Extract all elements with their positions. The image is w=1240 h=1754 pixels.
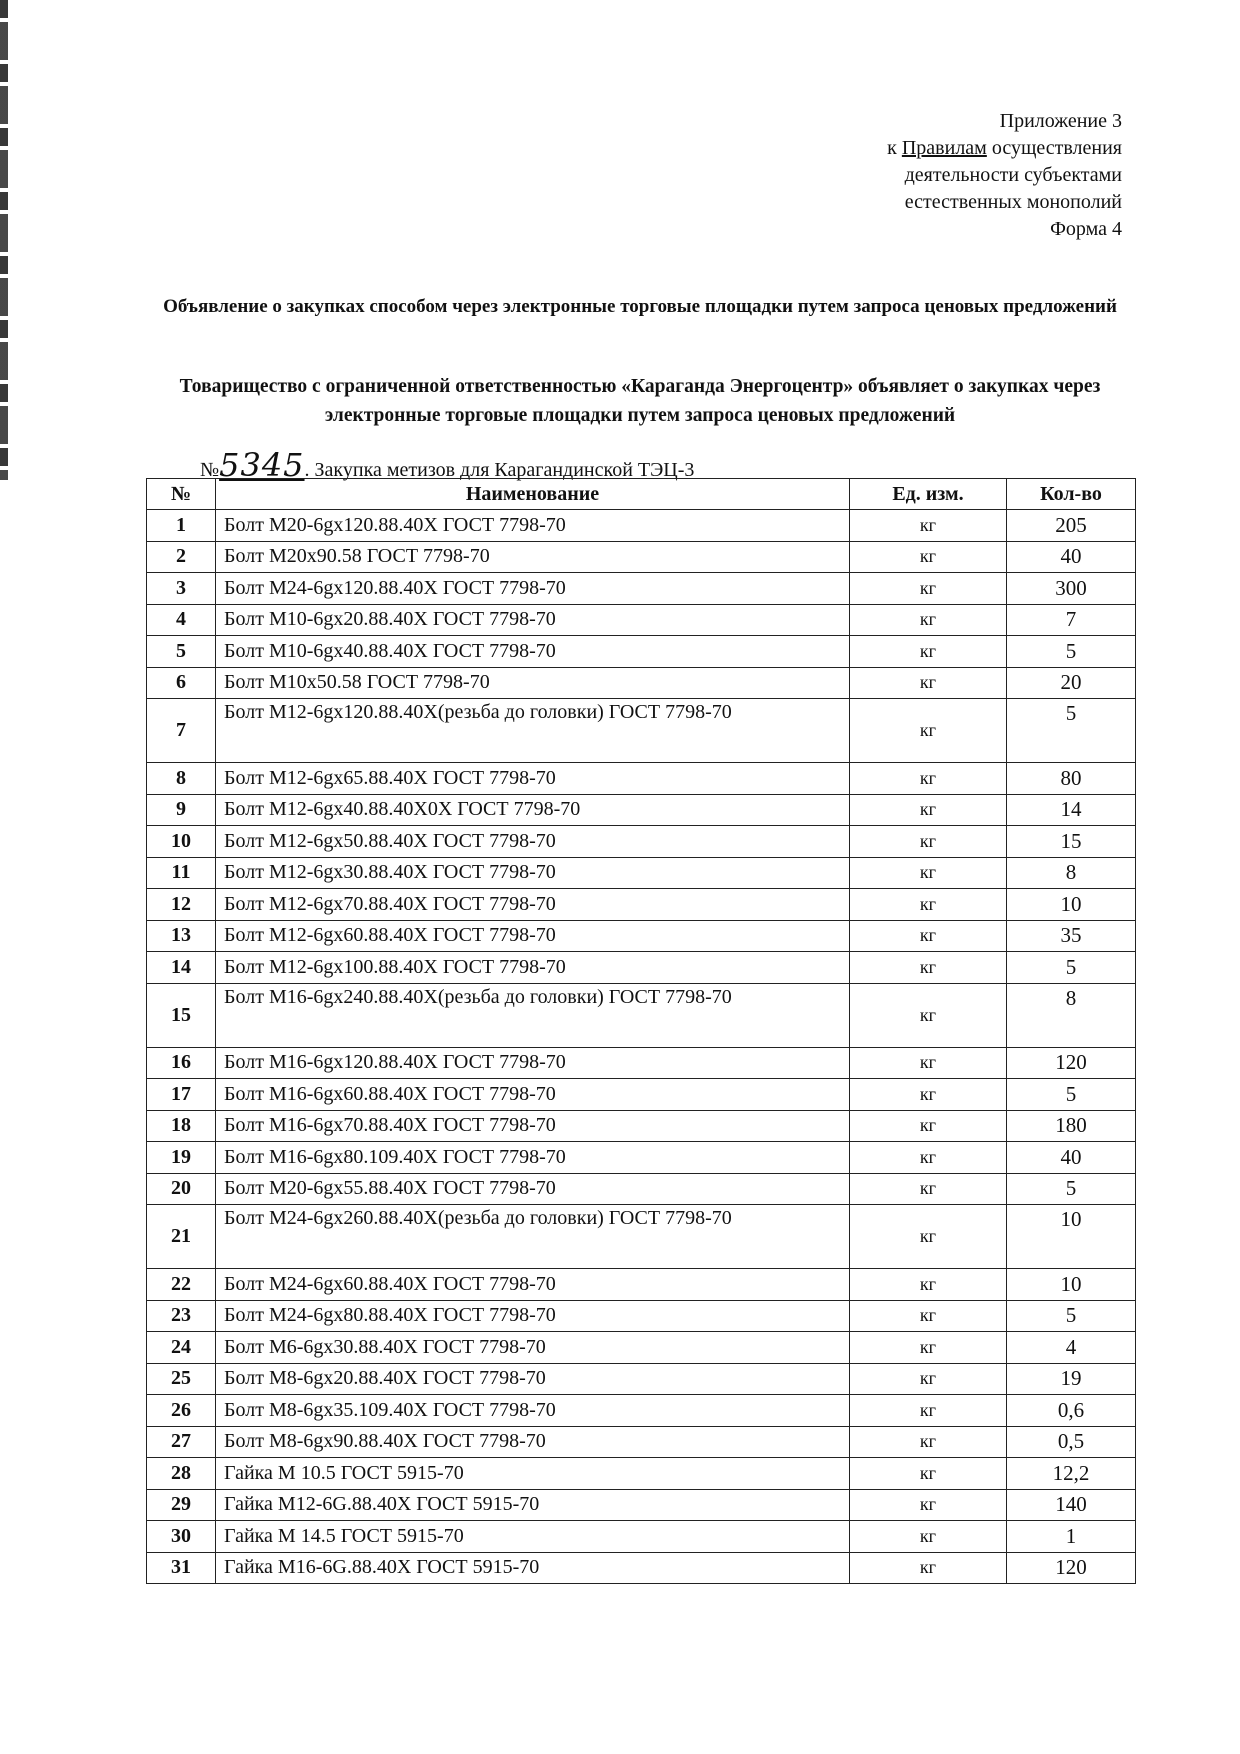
appendix-line-2-suffix: осуществления [986,137,1122,159]
item-quantity: 10 [1007,1269,1136,1301]
item-unit: кг [850,763,1007,795]
row-number: 1 [147,510,216,542]
item-quantity: 5 [1007,1300,1136,1332]
item-unit: кг [850,699,1007,763]
table-row [147,857,1136,889]
appendix-line-1: Приложение 3 [999,110,1122,132]
table-row [147,1205,1136,1269]
appendix-line-2 [887,135,1122,162]
row-number: 15 [147,983,216,1047]
item-quantity: 205 [1007,510,1136,542]
item-name: Гайка М16-6G.88.40Х ГОСТ 5915-70 [216,1552,850,1584]
table-row [147,1300,1136,1332]
table-row [147,699,1136,763]
item-quantity: 35 [1007,920,1136,952]
item-quantity: 0,5 [1007,1426,1136,1458]
item-name: Болт М8-6gx20.88.40Х ГОСТ 7798-70 [216,1363,850,1395]
row-number: 24 [147,1332,216,1364]
appendix-line-4: естественных монополий [904,191,1122,213]
header-unit: Ед. изм. [850,479,1007,510]
row-number: 31 [147,1552,216,1584]
announcement-heading: Объявление о закупках способом через электронные торговые площадки путем запроса ценовых предложений [163,296,1117,317]
item-unit: кг [850,1142,1007,1174]
table-row [147,1173,1136,1205]
item-quantity: 0,6 [1007,1395,1136,1427]
table-row [147,604,1136,636]
item-name: Болт М20-6gx120.88.40Х ГОСТ 7798-70 [216,510,850,542]
row-number: 27 [147,1426,216,1458]
item-name: Болт М10-6gx40.88.40Х ГОСТ 7798-70 [216,636,850,668]
item-name: Болт М12-6gx70.88.40Х ГОСТ 7798-70 [216,889,850,921]
row-number: 29 [147,1489,216,1521]
item-unit: кг [850,636,1007,668]
row-number: 3 [147,573,216,605]
table-row [147,1269,1136,1301]
table-row [147,1489,1136,1521]
item-quantity: 8 [1007,983,1136,1047]
item-unit: кг [850,573,1007,605]
item-quantity: 12,2 [1007,1458,1136,1490]
item-quantity: 14 [1007,794,1136,826]
table-row [147,573,1136,605]
row-number: 25 [147,1363,216,1395]
item-unit: кг [850,1205,1007,1269]
item-quantity: 140 [1007,1489,1136,1521]
rules-link[interactable]: Правилам [901,137,987,159]
item-name: Болт М12-6gx60.88.40Х ГОСТ 7798-70 [216,920,850,952]
item-unit: кг [850,1047,1007,1079]
table-row [147,1363,1136,1395]
item-unit: кг [850,1363,1007,1395]
item-unit: кг [850,1521,1007,1553]
row-number: 28 [147,1458,216,1490]
item-unit: кг [850,952,1007,984]
table-row [147,952,1136,984]
table-row [147,1426,1136,1458]
row-number: 26 [147,1395,216,1427]
row-number: 21 [147,1205,216,1269]
table-body [147,510,1136,1584]
row-number: 30 [147,1521,216,1553]
item-quantity: 5 [1007,636,1136,668]
row-number: 19 [147,1142,216,1174]
item-unit: кг [850,826,1007,858]
item-name: Гайка М 10.5 ГОСТ 5915-70 [216,1458,850,1490]
item-unit: кг [850,1395,1007,1427]
procurement-title: . Закупка метизов для Карагандинской ТЭЦ-3 [304,459,695,481]
item-quantity: 5 [1007,699,1136,763]
item-unit: кг [850,889,1007,921]
item-name: Болт М20х90.58 ГОСТ 7798-70 [216,541,850,573]
item-quantity: 5 [1007,952,1136,984]
header-qty: Кол-во [1007,479,1136,510]
table-row [147,794,1136,826]
row-number: 6 [147,667,216,699]
item-name: Болт М12-6gx30.88.40Х ГОСТ 7798-70 [216,857,850,889]
item-unit: кг [850,1489,1007,1521]
row-number: 11 [147,857,216,889]
table-row [147,1110,1136,1142]
company-heading: Товарищество с ограниченной ответственностью «Караганда Энергоцентр» объявляет о закупках через электронные торговые площадки путем запроса ценовых предложений [179,376,1101,426]
item-quantity: 4 [1007,1332,1136,1364]
item-name: Болт М8-6gx35.109.40Х ГОСТ 7798-70 [216,1395,850,1427]
item-quantity: 1 [1007,1521,1136,1553]
row-number: 10 [147,826,216,858]
item-quantity: 180 [1007,1110,1136,1142]
item-name: Болт М24-6gx80.88.40Х ГОСТ 7798-70 [216,1300,850,1332]
table-row [147,983,1136,1047]
item-unit: кг [850,667,1007,699]
items-table [146,478,1136,1584]
item-quantity: 19 [1007,1363,1136,1395]
table-header-row [147,479,1136,510]
table-row [147,763,1136,795]
row-number: 4 [147,604,216,636]
row-number: 18 [147,1110,216,1142]
item-name: Болт М8-6gx90.88.40Х ГОСТ 7798-70 [216,1426,850,1458]
item-quantity: 7 [1007,604,1136,636]
item-quantity: 10 [1007,1205,1136,1269]
procurement-number: 5345 [219,446,305,484]
item-name: Гайка М12-6G.88.40Х ГОСТ 5915-70 [216,1489,850,1521]
item-unit: кг [850,920,1007,952]
item-name: Болт М12-6gx100.88.40Х ГОСТ 7798-70 [216,952,850,984]
item-unit: кг [850,983,1007,1047]
table-row [147,667,1136,699]
item-unit: кг [850,510,1007,542]
row-number: 13 [147,920,216,952]
item-unit: кг [850,1173,1007,1205]
item-quantity: 120 [1007,1047,1136,1079]
item-quantity: 15 [1007,826,1136,858]
scan-edge-artifact [0,0,8,480]
table-row [147,1552,1136,1584]
item-unit: кг [850,1300,1007,1332]
table-row [147,1047,1136,1079]
row-number: 9 [147,794,216,826]
item-name: Болт М16-6gx240.88.40Х(резьба до головки) ГОСТ 7798-70 [216,983,850,1047]
row-number: 2 [147,541,216,573]
item-name: Болт М6-6gx30.88.40Х ГОСТ 7798-70 [216,1332,850,1364]
item-name: Болт М16-6gx60.88.40Х ГОСТ 7798-70 [216,1079,850,1111]
table-row [147,826,1136,858]
item-unit: кг [850,857,1007,889]
item-name: Гайка М 14.5 ГОСТ 5915-70 [216,1521,850,1553]
row-number: 20 [147,1173,216,1205]
item-quantity: 5 [1007,1173,1136,1205]
item-unit: кг [850,1110,1007,1142]
row-number: 23 [147,1300,216,1332]
item-quantity: 80 [1007,763,1136,795]
table-row [147,1395,1136,1427]
item-name: Болт М24-6gx120.88.40Х ГОСТ 7798-70 [216,573,850,605]
item-name: Болт М12-6gx50.88.40Х ГОСТ 7798-70 [216,826,850,858]
item-name: Болт М16-6gx80.109.40Х ГОСТ 7798-70 [216,1142,850,1174]
item-name: Болт М10х50.58 ГОСТ 7798-70 [216,667,850,699]
item-unit: кг [850,1426,1007,1458]
item-name: Болт М16-6gx120.88.40Х ГОСТ 7798-70 [216,1047,850,1079]
row-number: 5 [147,636,216,668]
appendix-line-3: деятельности субъектами [904,164,1122,186]
header-no: № [147,479,216,510]
item-name: Болт М24-6gx60.88.40Х ГОСТ 7798-70 [216,1269,850,1301]
item-quantity: 120 [1007,1552,1136,1584]
item-quantity: 10 [1007,889,1136,921]
item-unit: кг [850,1269,1007,1301]
item-unit: кг [850,794,1007,826]
item-name: Болт М12-6gx120.88.40Х(резьба до головки) ГОСТ 7798-70 [216,699,850,763]
table-row [147,1142,1136,1174]
table-row [147,510,1136,542]
item-name: Болт М10-6gx20.88.40Х ГОСТ 7798-70 [216,604,850,636]
item-quantity: 5 [1007,1079,1136,1111]
row-number: 8 [147,763,216,795]
table-row [147,1458,1136,1490]
item-quantity: 300 [1007,573,1136,605]
row-number: 16 [147,1047,216,1079]
appendix-line-5: Форма 4 [1050,218,1122,240]
row-number: 17 [147,1079,216,1111]
item-name: Болт М12-6gx40.88.40Х0Х ГОСТ 7798-70 [216,794,850,826]
item-name: Болт М16-6gx70.88.40Х ГОСТ 7798-70 [216,1110,850,1142]
item-name: Болт М12-6gx65.88.40Х ГОСТ 7798-70 [216,763,850,795]
item-unit: кг [850,1332,1007,1364]
item-unit: кг [850,1079,1007,1111]
item-unit: кг [850,604,1007,636]
item-unit: кг [850,1552,1007,1584]
item-quantity: 20 [1007,667,1136,699]
item-quantity: 40 [1007,1142,1136,1174]
item-quantity: 8 [1007,857,1136,889]
item-name: Болт М24-6gx260.88.40Х(резьба до головки) ГОСТ 7798-70 [216,1205,850,1269]
appendix-line-2-prefix: к [887,137,902,159]
row-number: 14 [147,952,216,984]
row-number: 12 [147,889,216,921]
table-row [147,636,1136,668]
header-name: Наименование [216,479,850,510]
table-row [147,1332,1136,1364]
table-row [147,1521,1136,1553]
table-row [147,889,1136,921]
item-unit: кг [850,1458,1007,1490]
item-unit: кг [850,541,1007,573]
table-row [147,920,1136,952]
item-name: Болт М20-6gx55.88.40Х ГОСТ 7798-70 [216,1173,850,1205]
table-row [147,1079,1136,1111]
item-quantity: 40 [1007,541,1136,573]
table-row [147,541,1136,573]
row-number: 22 [147,1269,216,1301]
procurement-prefix: № [200,459,220,481]
appendix-block [887,108,1122,243]
row-number: 7 [147,699,216,763]
